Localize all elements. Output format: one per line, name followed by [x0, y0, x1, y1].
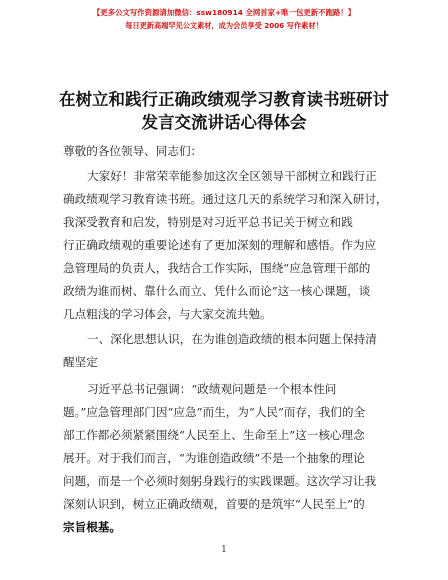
paragraph-1-line: 我深受教育和启发，特别是对习近平总书记关于树立和践 — [63, 215, 353, 229]
paragraph-2-line: 习近平总书记强调：“政绩观问题是一个根本性问 — [87, 382, 337, 396]
section-heading-1: 一、深化思想认识，在为谁创造政绩的根本问题上保持清 — [87, 332, 377, 346]
paragraph-1-line: 几点粗浅的学习体会，与大家交流共勉。 — [63, 307, 272, 321]
paragraph-1-line: 大家好！非常荣幸能参加这次全区领导干部树立和践行正 — [87, 169, 377, 183]
paragraph-2-line: 题。”应急管理部门因“应急”而生，为“人民”而存，我们的全 — [63, 405, 366, 419]
paragraph-2-line: 部工作都必须紧紧围绕“人民至上、生命至上”这一核心理念 — [63, 428, 365, 442]
paragraph-1-line: 确政绩观学习教育读书班。通过这几天的系统学习和深入研讨， — [63, 192, 388, 206]
document-title-line-1: 在树立和践行正确政绩观学习教育读书班研讨 — [59, 90, 389, 109]
paragraph-2-line: 展开。对于我们而言，“为谁创造政绩”不是一个抽象的理论 — [63, 451, 365, 465]
section-heading-1-cont: 醒坚定 — [63, 355, 98, 369]
paragraph-1-line: 行正确政绩观的重要论述有了更加深刻的理解和感悟。作为应 — [63, 238, 377, 252]
promo-banner-line-2: 每日更新高端罕见公文素材，成为会员享受 2006 写作素材！ — [125, 21, 323, 30]
document-title-line-2: 发言交流讲话心得体会 — [141, 113, 307, 132]
page-number: 1 — [221, 545, 227, 555]
promo-banner-line-1: 【更多公文写作资源请加微信：ssw180914 全网首家+唯一包更新不跑路！】 — [92, 8, 356, 17]
paragraph-2-last-line: 宗旨根基。 — [63, 520, 121, 534]
salutation: 尊敬的各位领导、同志们： — [63, 144, 203, 158]
paragraph-2-line: 深刻认识到，树立正确政绩观，首要的是筑牢“人民至上”的 — [63, 497, 365, 511]
paragraph-1-line: 急管理局的负责人，我结合工作实际，围绕“应急管理干部的 — [63, 261, 371, 275]
paragraph-2-line: 问题，而是一个必须时刻躬身践行的实践课题。这次学习让我 — [63, 474, 377, 488]
paragraph-1-line: 政绩为谁而树、靠什么而立、凭什么而论”这一核心课题，谈 — [63, 284, 371, 298]
